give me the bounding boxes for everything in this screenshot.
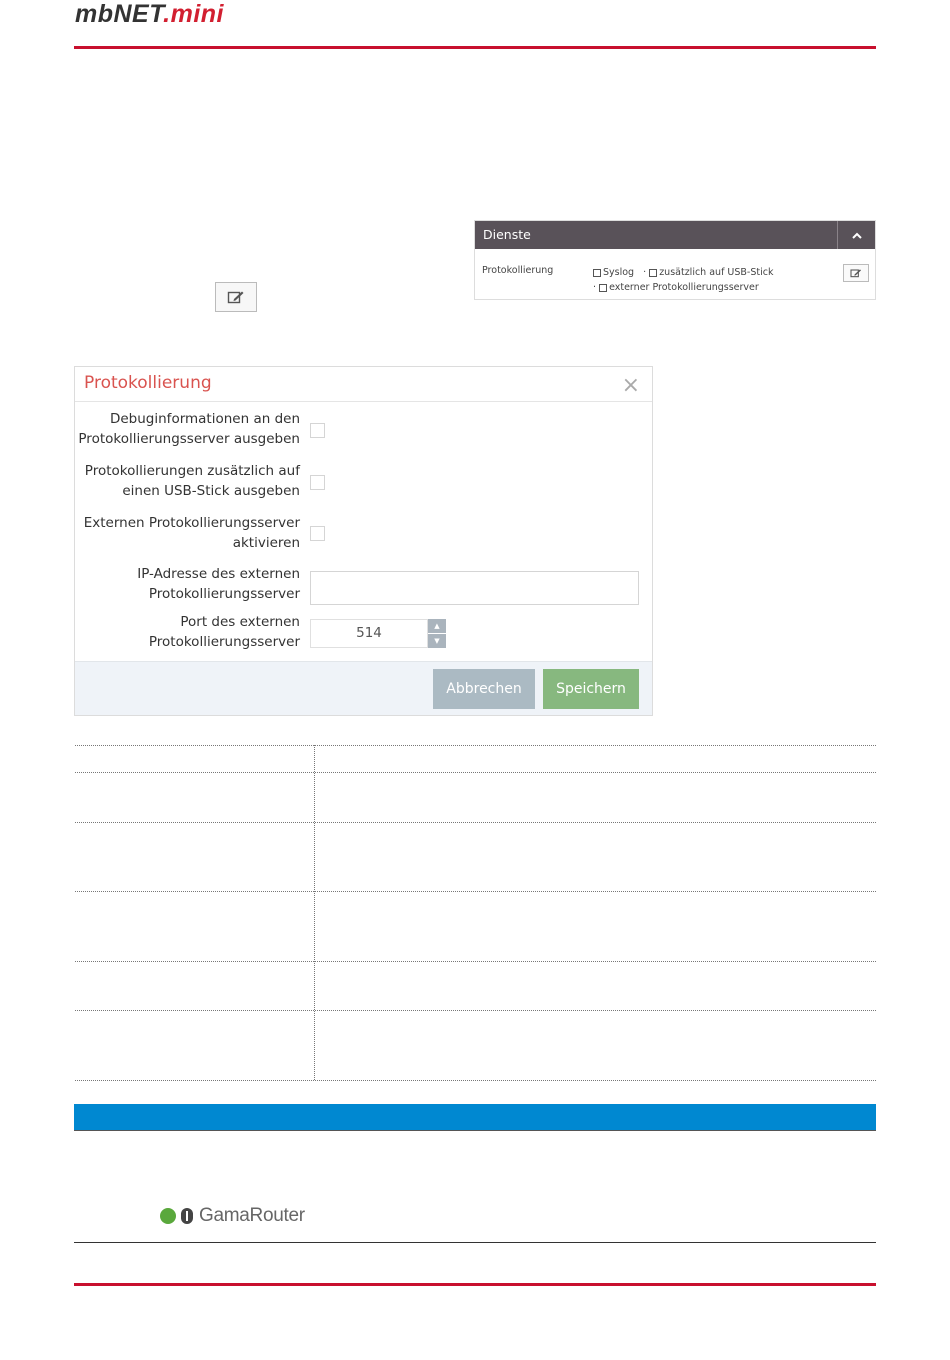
save-button[interactable]: Speichern <box>543 669 639 709</box>
table-row-line <box>75 961 876 962</box>
dienste-panel <box>474 220 876 300</box>
debug-label: Debuginformationen an den Protokollierungsserver ausgeben <box>78 411 300 447</box>
checkbox-icon <box>593 269 601 277</box>
port-stepper <box>310 619 446 648</box>
dialog-title: Protokollierung <box>84 373 212 393</box>
footer-rule <box>74 1283 876 1286</box>
dialog-divider <box>75 401 652 402</box>
collapse-button[interactable] <box>837 221 875 249</box>
option-external-server: externer Protokollierungsserver <box>609 282 759 293</box>
dienste-panel-body <box>475 249 875 299</box>
protokollierung-dialog <box>74 366 653 716</box>
external-server-checkbox[interactable] <box>310 526 325 541</box>
table-column-divider <box>314 745 315 1080</box>
dienste-panel-header <box>475 221 875 249</box>
close-icon[interactable]: × <box>621 373 640 398</box>
table-row-line <box>75 1010 876 1011</box>
status-dot-icon <box>160 1208 176 1224</box>
table-row-line <box>75 1080 876 1081</box>
protokollierung-label: Protokollierung <box>482 265 554 276</box>
header-rule <box>74 46 876 49</box>
gamarouter-logo <box>160 1205 305 1227</box>
table-row-line <box>75 891 876 892</box>
external-server-label: Externen Protokollierungsserver aktivieren <box>83 515 300 551</box>
toggle-icon <box>181 1208 193 1224</box>
port-input[interactable]: 514 <box>310 619 428 648</box>
edit-icon <box>227 290 245 304</box>
cancel-button[interactable]: Abbrechen <box>433 669 535 709</box>
section-divider <box>74 1242 876 1243</box>
protokollierung-options: Syslog · zusätzlich auf USB-Stick · externer Protokollierungsserver <box>593 267 774 293</box>
table-row-line <box>75 772 876 773</box>
checkbox-icon <box>599 284 607 292</box>
gamarouter-label: GamaRouter <box>199 1205 305 1226</box>
checkbox-icon <box>649 269 657 277</box>
stepper-up-icon[interactable]: ▲ <box>428 619 446 633</box>
dienste-edit-button[interactable] <box>843 264 869 282</box>
chevron-up-icon <box>852 232 862 239</box>
edit-button[interactable] <box>215 282 257 312</box>
section-bar <box>74 1104 876 1131</box>
ip-address-label: IP-Adresse des externen Protokollierungsserver <box>137 566 300 602</box>
port-label: Port des externen Protokollierungsserver <box>148 614 300 650</box>
dienste-title: Dienste <box>483 227 531 242</box>
option-syslog: Syslog <box>603 267 635 278</box>
debug-checkbox[interactable] <box>310 423 325 438</box>
table-row-line <box>75 745 876 746</box>
option-usb: zusätzlich auf USB-Stick <box>659 267 774 278</box>
usb-label: Protokollierungen zusätzlich auf einen USB-Stick ausgeben <box>84 463 300 499</box>
table-row-line <box>75 822 876 823</box>
edit-icon <box>850 268 862 278</box>
ip-address-input[interactable] <box>310 571 639 605</box>
stepper-down-icon[interactable]: ▼ <box>428 634 446 648</box>
usb-checkbox[interactable] <box>310 475 325 490</box>
mbnet-mini-logo: mbNET.mini <box>75 0 224 28</box>
dialog-footer <box>75 661 652 715</box>
